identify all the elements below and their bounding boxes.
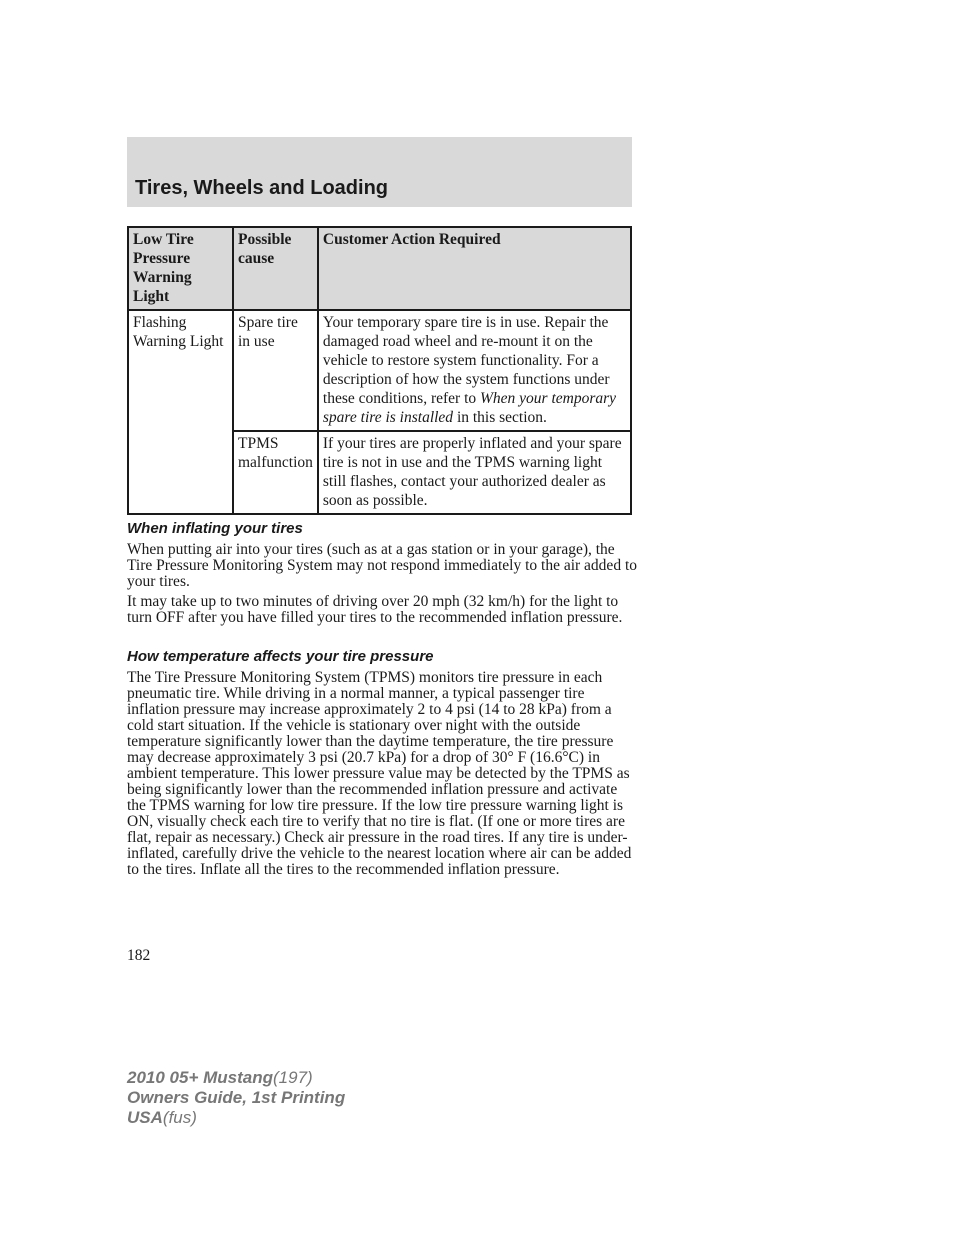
paragraph: It may take up to two minutes of driving over 20 mph (32 km/h) for the light to turn OFF after you have filled your tires to the recommended inflation pressure. xyxy=(127,593,623,626)
footer-line: USA(fus) xyxy=(127,1108,197,1127)
paragraph: When putting air into your tires (such as at a gas station or in your garage), the Tire Pressure Monitoring System may not respond immediately to the air added to your tires. xyxy=(127,541,637,590)
page-number: 182 xyxy=(127,947,151,964)
cell-action xyxy=(318,310,631,431)
subheading-inflating: When inflating your tires xyxy=(127,520,303,537)
footer-line: Owners Guide, 1st Printing xyxy=(127,1088,346,1107)
section-header-band xyxy=(127,137,632,207)
table-header-row xyxy=(128,227,631,310)
subheading-temperature: How temperature affects your tire pressure xyxy=(127,648,434,665)
cell-light-status: Flashing Warning Light xyxy=(128,310,233,514)
header-cell-light: Low Tire Pressure Warning Light xyxy=(128,227,233,310)
paragraph: The Tire Pressure Monitoring System (TPMS) monitors tire pressure in each pneumatic tire. While driving in a normal manner, a typical passenger tire inflation pressure may increase approximately 2 to 4 psi (14 to 28 kPa) from a cold start situation. If the vehicle is stationary over night with the outside temperature significantly lower than the daytime temperature, the tire pressure may decrease approximately 3 psi (20.7 kPa) for a drop of 30° F (16.6°C) in ambient temperature. This lower pressure value may be detected by the TPMS as being significantly lower than the recommended inflation pressure and activate the TPMS warning for low tire pressure. If the low tire pressure warning light is ON, visually check each tire to verify that no tire is flat. (If one or more tires are flat, repair as necessary.) Check air pressure in the road tires. If any tire is under-inflated, carefully drive the vehicle to the nearest location where air can be added to the tires. Inflate all the tires to the recommended inflation pressure. xyxy=(127,669,632,878)
header-cell-cause: Possible cause xyxy=(233,227,318,310)
action-reference: When your temporary spare tire is installed xyxy=(322,390,617,426)
section-title: Tires, Wheels and Loading xyxy=(135,177,389,199)
cell-cause: Spare tire in use xyxy=(233,310,318,431)
action-text: Your temporary spare tire is in use. Repair the damaged road wheel and re-mount it on the vehicle to restore system functionality. For a description of how the system functions under these conditions, refer to xyxy=(322,314,610,407)
action-text-end: in this section. xyxy=(453,409,547,426)
cell-action: If your tires are properly inflated and your spare tire is not in use and the TPMS warning light still flashes, contact your authorized dealer as soon as possible. xyxy=(318,431,631,514)
table-row xyxy=(128,310,631,431)
footer-line: 2010 05+ Mustang(197) xyxy=(127,1068,313,1087)
header-cell-action: Customer Action Required xyxy=(318,227,631,310)
document-footer xyxy=(127,1068,345,1128)
cell-cause: TPMS malfunction xyxy=(233,431,318,514)
tpms-warning-table xyxy=(127,226,632,515)
